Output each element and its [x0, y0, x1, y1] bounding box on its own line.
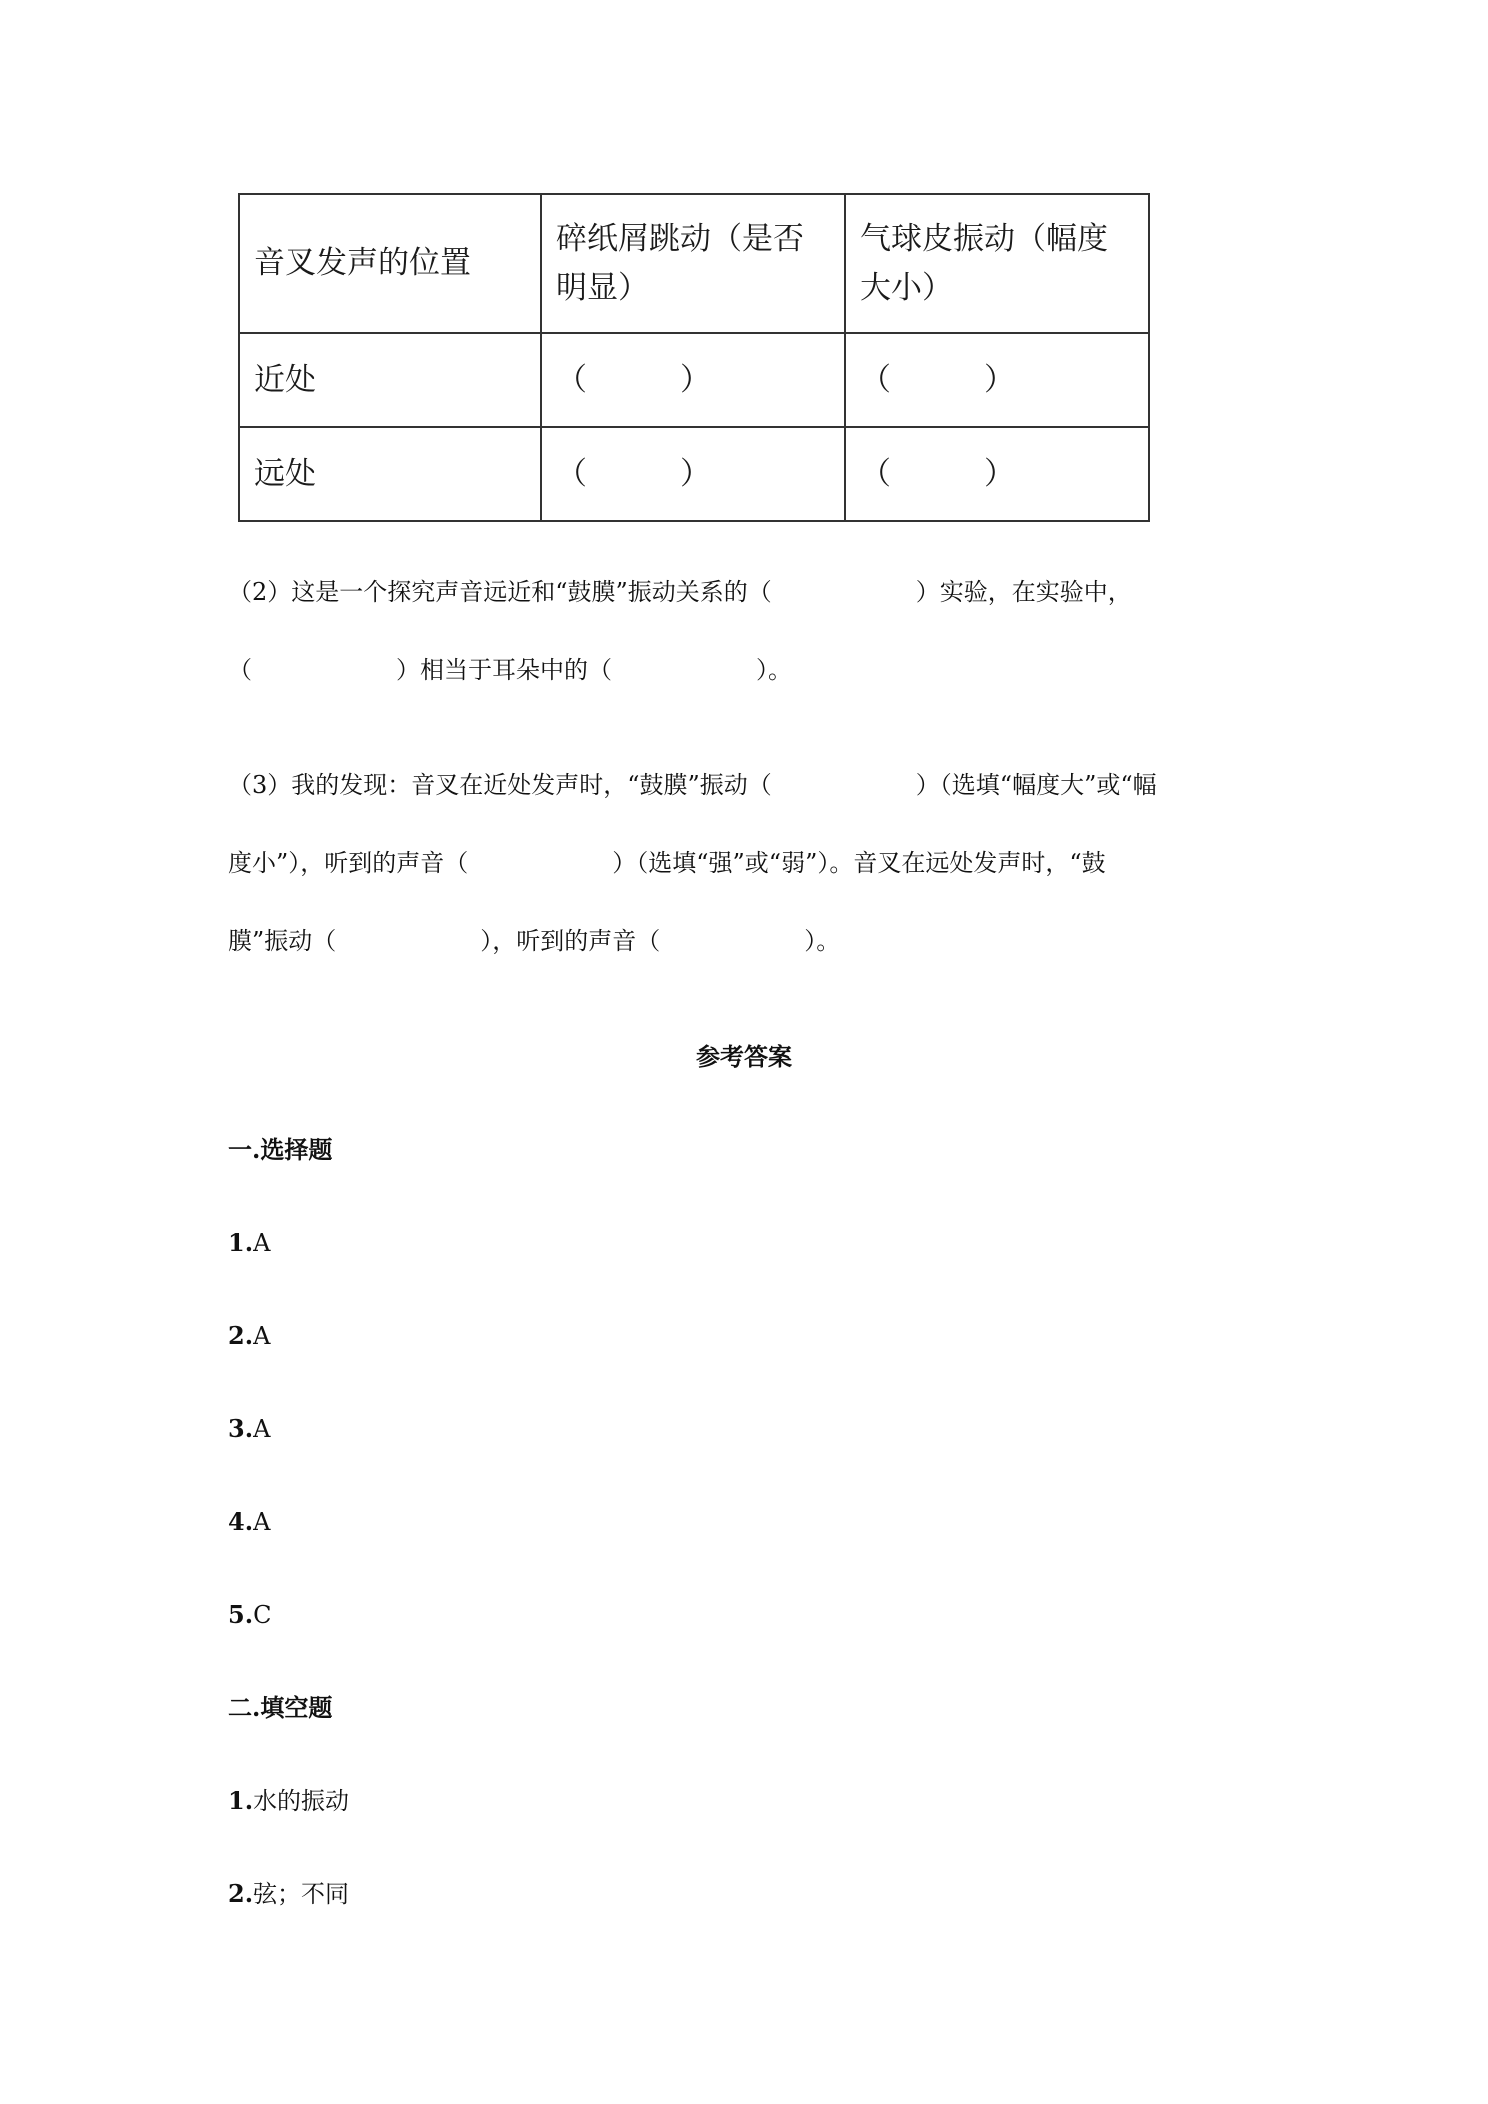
- blank-cell: （ ）: [541, 333, 845, 427]
- table-row: [239, 333, 1149, 427]
- header-paper-bits: 碎纸屑跳动（是否明显）: [541, 194, 845, 333]
- list-item: [228, 1228, 270, 1258]
- section-fill-heading: 二.填空题: [228, 1693, 333, 1722]
- answer-text: A: [253, 1415, 271, 1443]
- blank-cell: （ ）: [541, 427, 845, 521]
- q2-line-2: （ ）相当于耳朵中的（ ）。: [228, 656, 792, 684]
- experiment-table: [238, 193, 1150, 522]
- row-label-near: 近处: [239, 333, 541, 427]
- answer-number: 1.: [228, 1228, 254, 1257]
- section-choice-heading: 一.选择题: [228, 1135, 333, 1164]
- list-item: [228, 1507, 270, 1537]
- blank-cell: （ ）: [845, 333, 1149, 427]
- list-item: [228, 1786, 349, 1816]
- q3-line-2: 度小”），听到的声音（ ）（选填“强”或“弱”）。音叉在远处发声时，“鼓: [228, 849, 1106, 877]
- q3-line-3: 膜”振动（ ），听到的声音（ ）。: [228, 927, 841, 955]
- answer-number: 2.: [228, 1879, 254, 1908]
- answer-number: 1.: [228, 1786, 254, 1815]
- table-row: [239, 427, 1149, 521]
- answer-number: 4.: [228, 1507, 254, 1536]
- answers-title: 参考答案: [696, 1042, 792, 1071]
- table-header-row: [239, 194, 1149, 333]
- list-item: [228, 1600, 271, 1630]
- answer-text: A: [253, 1322, 271, 1350]
- answer-number: 3.: [228, 1414, 254, 1443]
- header-balloon: 气球皮振动（幅度大小）: [845, 194, 1149, 333]
- answer-text: C: [253, 1601, 272, 1629]
- list-item: [228, 1879, 349, 1909]
- row-label-far: 远处: [239, 427, 541, 521]
- q2-line-1: （2）这是一个探究声音远近和“鼓膜”振动关系的（ ）实验，在实验中，: [228, 578, 1132, 606]
- answer-number: 5.: [228, 1600, 254, 1629]
- list-item: [228, 1321, 270, 1351]
- answer-text: 水的振动: [253, 1787, 350, 1815]
- answer-text: A: [253, 1229, 271, 1257]
- answer-text: 弦；不同: [253, 1880, 350, 1908]
- blank-cell: （ ）: [845, 427, 1149, 521]
- q3-line-1: （3）我的发现：音叉在近处发声时，“鼓膜”振动（ ）（选填“幅度大”或“幅: [228, 771, 1157, 799]
- header-position: 音叉发声的位置: [239, 194, 541, 333]
- list-item: [228, 1414, 270, 1444]
- answer-text: A: [253, 1508, 271, 1536]
- answer-number: 2.: [228, 1321, 254, 1350]
